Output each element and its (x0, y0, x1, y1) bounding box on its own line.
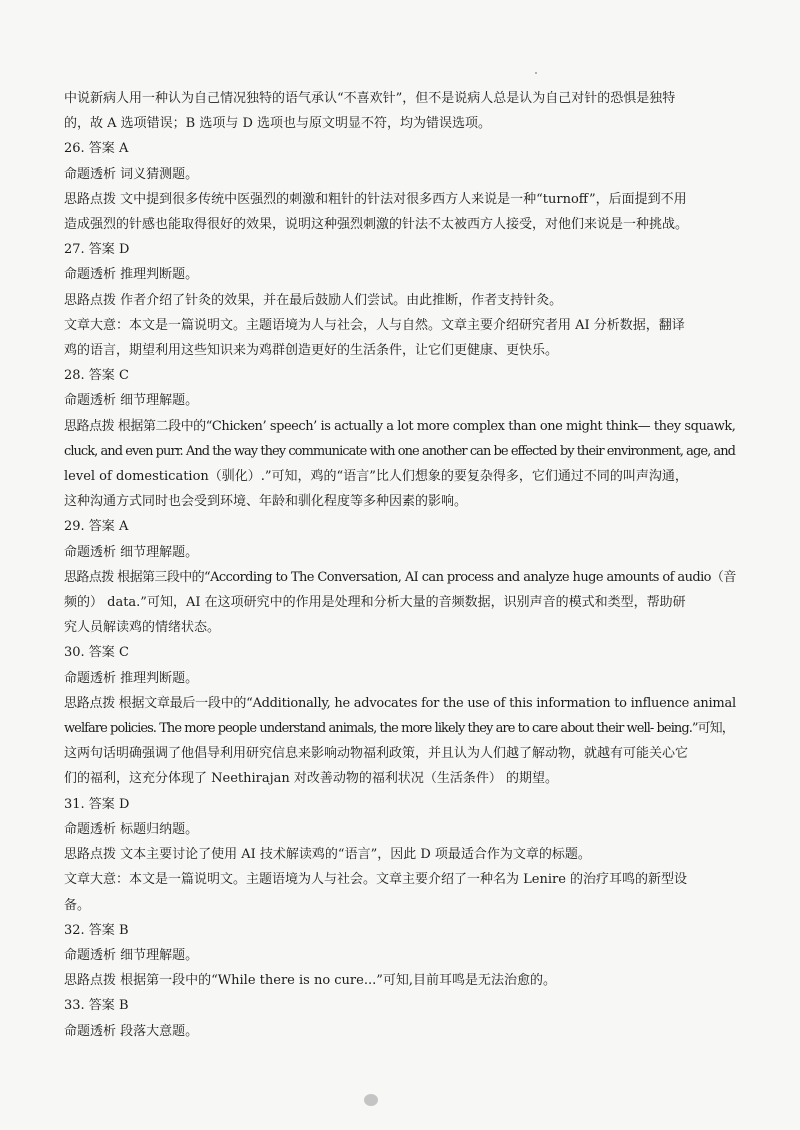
text-line: 中说新病人用一种认为自己情况独特的语气承认“不喜欢针”，但不是说病人总是认为自己对针的恐惧是独特 (64, 91, 676, 106)
text-line: 命题透析 细节理解题。 (64, 947, 199, 963)
text-line: 备。 (64, 897, 91, 913)
text-line: 文章大意：本文是一篇说明文。主题语境为人与社会，人与自然。文章主要介绍研究者用 AI 分析数据，翻译 (64, 317, 685, 333)
text-line: 命题透析 细节理解题。 (64, 544, 199, 560)
text-line: 30. 答案 C (64, 645, 129, 661)
text-line: cluck, and even purr. And the way they communicate with one another can be effected by their environment, age, and (64, 443, 735, 459)
text-line: 33. 答案 B (64, 998, 129, 1014)
text-line: 文章大意：本文是一篇说明文。主题语境为人与社会。文章主要介绍了一种名为 Lenire 的治疗耳鸣的新型设 (64, 872, 688, 888)
text-line: level of domestication（驯化）.”可知，鸡的“语言”比人们想象的要复杂得多，它们通过不同的叫声沟通， (64, 469, 688, 485)
text-line: 思路点拨 根据第三段中的“According to The Conversation, AI can process and analyze huge amounts of audio（音 (64, 569, 736, 585)
text-line: 频的） data.”可知，AI 在这项研究中的作用是处理和分析大量的音频数据，识别声音的模式和类型，帮助研 (64, 595, 686, 611)
text-line: 这种沟通方式同时也会受到环境、年龄和驯化程度等多种因素的影响。 (64, 494, 468, 510)
text-line: 思路点拨 文本主要讨论了使用 AI 技术解读鸡的“语言”，因此 D 项最适合作为文章的标题。 (64, 847, 591, 863)
text-line: 31. 答案 D (64, 796, 130, 812)
scan-smudge (364, 1094, 378, 1106)
text-line: 思路点拨 根据第一段中的“While there is no cure...”可知,目前耳鸣是无法治愈的。 (64, 973, 557, 989)
text-line: 这两句话明确强调了他倡导利用研究信息来影响动物福利政策，并且认为人们越了解动物，就越有可能关心它 (64, 746, 689, 762)
text-line: 鸡的语言，期望利用这些知识来为鸡群创造更好的生活条件，让它们更健康、更快乐。 (64, 343, 559, 359)
text-line: welfare policies. The more people understand animals, the more likely they are to care about their well- being.”可知， (64, 721, 734, 737)
text-line: 思路点拨 根据文章最后一段中的“Additionally, he advocates for the use of this information to influence animal (64, 695, 736, 711)
text-line: 28. 答案 C (64, 368, 129, 384)
text-line: 们的福利，这充分体现了 Neethirajan 对改善动物的福利状况（生活条件） 的期望。 (64, 771, 559, 787)
text-line: 27. 答案 D (64, 242, 130, 258)
text-line: 29. 答案 A (64, 519, 129, 535)
text-line: 32. 答案 B (64, 922, 129, 938)
text-line: 命题透析 词义猜测题。 (64, 166, 199, 182)
text-line: 命题透析 段落大意题。 (64, 1023, 199, 1039)
scan-speck (535, 72, 537, 74)
text-line: 26. 答案 A (64, 141, 129, 157)
text-line: 命题透析 标题归纳题。 (64, 821, 199, 837)
text-line: 究人员解读鸡的情绪状态。 (64, 620, 221, 636)
text-line: 命题透析 推理判断题。 (64, 670, 199, 686)
answer-explanations (64, 86, 740, 1044)
text-line: 的，故 A 选项错误；B 选项与 D 选项也与原文明显不符，均为错误选项。 (64, 116, 492, 132)
text-line: 造成强烈的针感也能取得很好的效果，说明这种强烈刺激的针法不太被西方人接受，对他们来说是一种挑战。 (64, 217, 689, 233)
text-line: 思路点拨 根据第二段中的“Chicken’ speech’ is actually a lot more complex than one might think— they squawk, (64, 418, 736, 434)
text-line: 命题透析 细节理解题。 (64, 393, 199, 409)
text-line: 思路点拨 作者介绍了针灸的效果，并在最后鼓励人们尝试。由此推断，作者支持针灸。 (64, 292, 563, 308)
text-line: 命题透析 推理判断题。 (64, 267, 199, 283)
text-line: 思路点拨 文中提到很多传统中医强烈的刺激和粗针的针法对很多西方人来说是一种“turnoff”，后面提到不用 (64, 191, 687, 207)
